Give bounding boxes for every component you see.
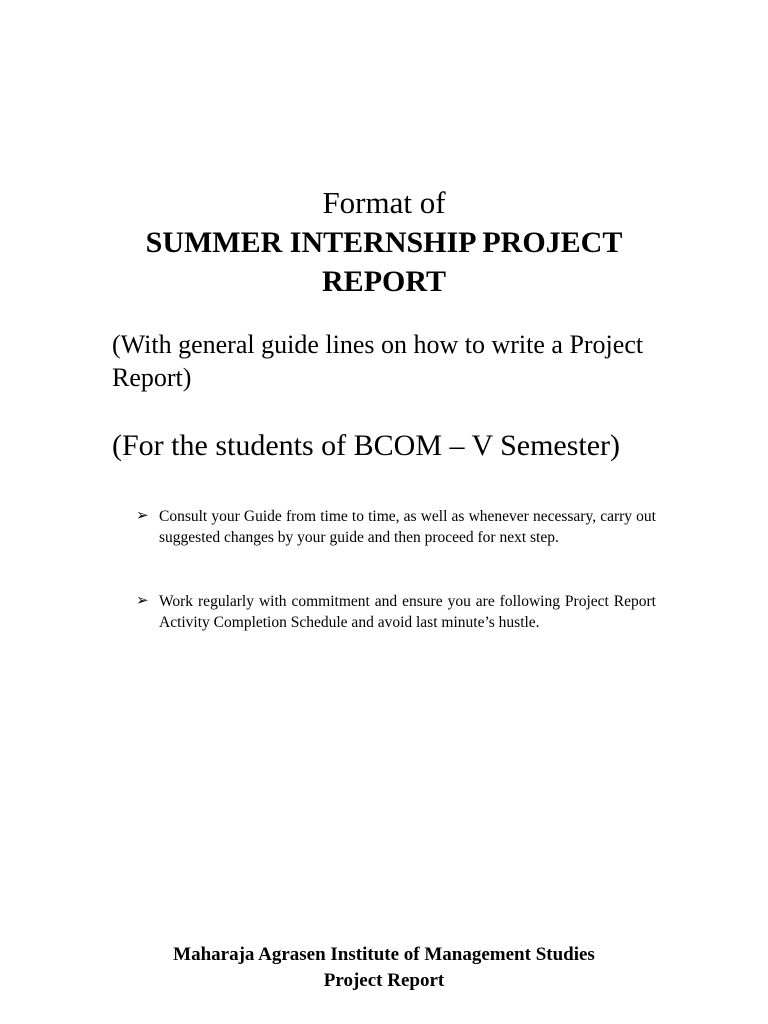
guideline-text: Work regularly with commitment and ensure you are following Project Report Activity Completion Schedule and avoid last minute’s hustle. <box>159 593 656 631</box>
report-title <box>0 223 768 301</box>
target-audience: (For the students of BCOM – V Semester) <box>112 429 621 462</box>
report-heading <box>0 184 768 301</box>
guideline-item <box>136 591 656 633</box>
report-subtitle: (With general guide lines on how to write a Project Report) <box>112 330 644 392</box>
report-title-line-1: SUMMER INTERNSHIP PROJECT <box>145 226 623 259</box>
page-footer <box>0 942 768 994</box>
format-of-label: Format of <box>322 185 446 220</box>
report-title-line-2: REPORT <box>322 265 446 298</box>
guideline-list <box>136 506 656 633</box>
guideline-item <box>136 506 656 548</box>
guideline-text: Consult your Guide from time to time, as well as whenever necessary, carry out suggested changes by your guide and then proceed for next step. <box>159 508 656 546</box>
institute-name: Maharaja Agrasen Institute of Management Studies <box>173 944 595 965</box>
arrow-bullet-icon: ➢ <box>136 593 149 609</box>
footer-label: Project Report <box>323 970 445 991</box>
arrow-bullet-icon: ➢ <box>136 508 149 524</box>
